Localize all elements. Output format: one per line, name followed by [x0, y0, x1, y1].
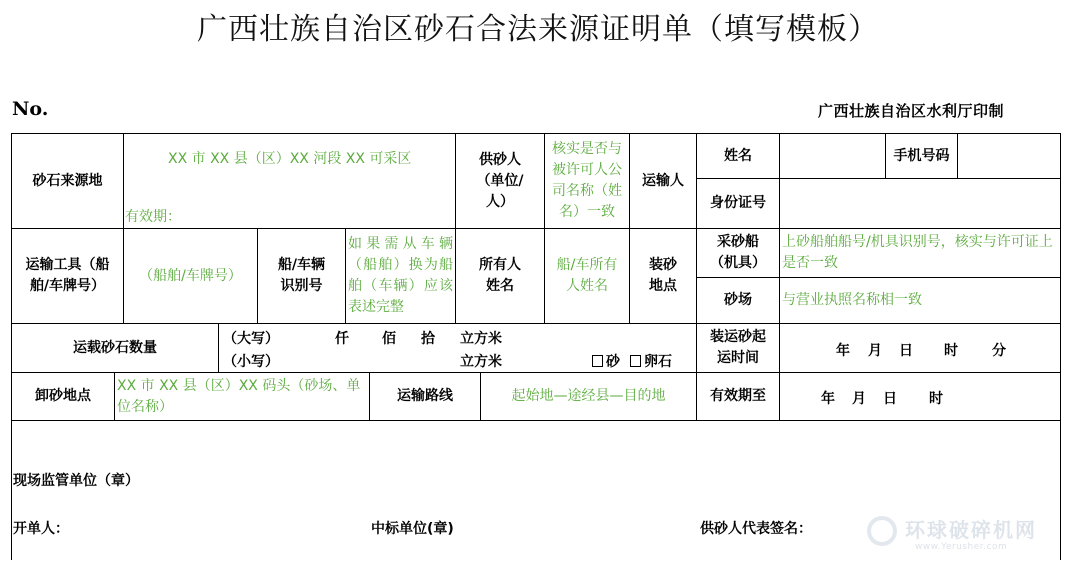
departure-time-label: 装运砂起运时间	[696, 323, 780, 373]
sand-yard-value: 与营业执照名称相一致	[779, 277, 1061, 324]
valid-period-label: 有效期：	[125, 209, 181, 225]
watermark-name: 环球破碎机网	[905, 518, 1037, 542]
expiry-year-label: 年	[821, 391, 835, 407]
lowercase-label: （小写）	[223, 354, 279, 370]
loading-place-label: 装砂地点	[629, 228, 697, 324]
name-field[interactable]	[779, 133, 886, 179]
supplier-label: 供砂人（单位/人）	[455, 133, 545, 229]
checkbox-icon	[630, 355, 641, 367]
watermark-url: www.Yerusher.com	[915, 542, 1008, 552]
uppercase-label: （大写）	[223, 331, 279, 347]
watermark-logo-icon	[867, 516, 897, 546]
id-number-label: 身份证号	[696, 178, 780, 229]
source-value: XX 市 XX 县（区）XX 河段 XX 可采区	[168, 151, 412, 167]
supplier-value: 核实是否与被许可人公司名称（姓名）一致	[544, 133, 630, 229]
gravel-checkbox[interactable]: 卵石	[630, 351, 672, 371]
checkbox-icon	[592, 355, 603, 367]
phone-field[interactable]	[957, 133, 1061, 179]
unit-thousand: 仟	[335, 331, 349, 347]
supervisor-label: 现场监管单位（章）	[13, 473, 139, 489]
owner-value: 船/车所有人姓名	[544, 228, 630, 324]
quantity-label: 运载砂石数量	[11, 323, 219, 373]
vessel-label: 采砂船（机具）	[696, 228, 780, 278]
serial-number-label: No.	[12, 98, 49, 120]
transport-tool-label: 运输工具（船舶/车牌号）	[11, 228, 124, 324]
cubic-meter-lower: 立方米	[460, 354, 502, 370]
sand-checkbox[interactable]: 砂	[592, 351, 620, 371]
name-label: 姓名	[696, 133, 780, 179]
vehicle-id-value: 如果需从车辆（船舶）换为船舶（车辆）应该表述完整	[345, 228, 456, 324]
minute-label: 分	[992, 343, 1006, 359]
document-title: 广西壮族自治区砂石合法来源证明单（填写模板）	[197, 12, 879, 47]
unit-hundred: 佰	[382, 331, 396, 347]
expiry-label: 有效期至	[696, 372, 780, 421]
phone-label: 手机号码	[885, 133, 958, 179]
id-number-field[interactable]	[779, 178, 1061, 229]
route-value: 起始地—途经县—目的地	[480, 372, 697, 421]
transporter-label: 运输人	[629, 133, 697, 229]
source-label: 砂石来源地	[11, 133, 124, 229]
day-label: 日	[899, 343, 913, 359]
cubic-meter-upper: 立方米	[460, 331, 502, 347]
expiry-month-label: 月	[852, 391, 866, 407]
unloading-value: XX 市 XX 县（区）XX 码头（砂场、单位名称）	[114, 372, 370, 421]
vehicle-id-label: 船/车辆识别号	[257, 228, 346, 324]
signer-label: 供砂人代表签名：	[700, 521, 812, 537]
issuer-label: 开单人：	[13, 521, 69, 537]
departure-time-cell	[779, 323, 1061, 373]
route-label: 运输路线	[369, 372, 481, 421]
hour-label: 时	[944, 343, 958, 359]
vessel-value: 上砂船舶船号/机具识别号，核实与许可证上是否一致	[779, 228, 1061, 278]
unloading-label: 卸砂地点	[11, 372, 115, 421]
owner-label: 所有人姓名	[455, 228, 545, 324]
footer-area	[11, 420, 1061, 560]
watermark	[905, 514, 1065, 554]
year-label: 年	[836, 343, 850, 359]
expiry-hour-label: 时	[929, 391, 943, 407]
unit-ten: 拾	[421, 331, 435, 347]
bid-unit-label: 中标单位(章)	[371, 521, 454, 537]
expiry-day-label: 日	[883, 391, 897, 407]
transport-tool-value: （船舶/车牌号）	[123, 228, 258, 324]
month-label: 月	[868, 343, 882, 359]
quantity-cell	[218, 323, 697, 373]
sand-yard-label: 砂场	[696, 277, 780, 324]
printer-label: 广西壮族自治区水利厅印制	[818, 102, 1005, 120]
